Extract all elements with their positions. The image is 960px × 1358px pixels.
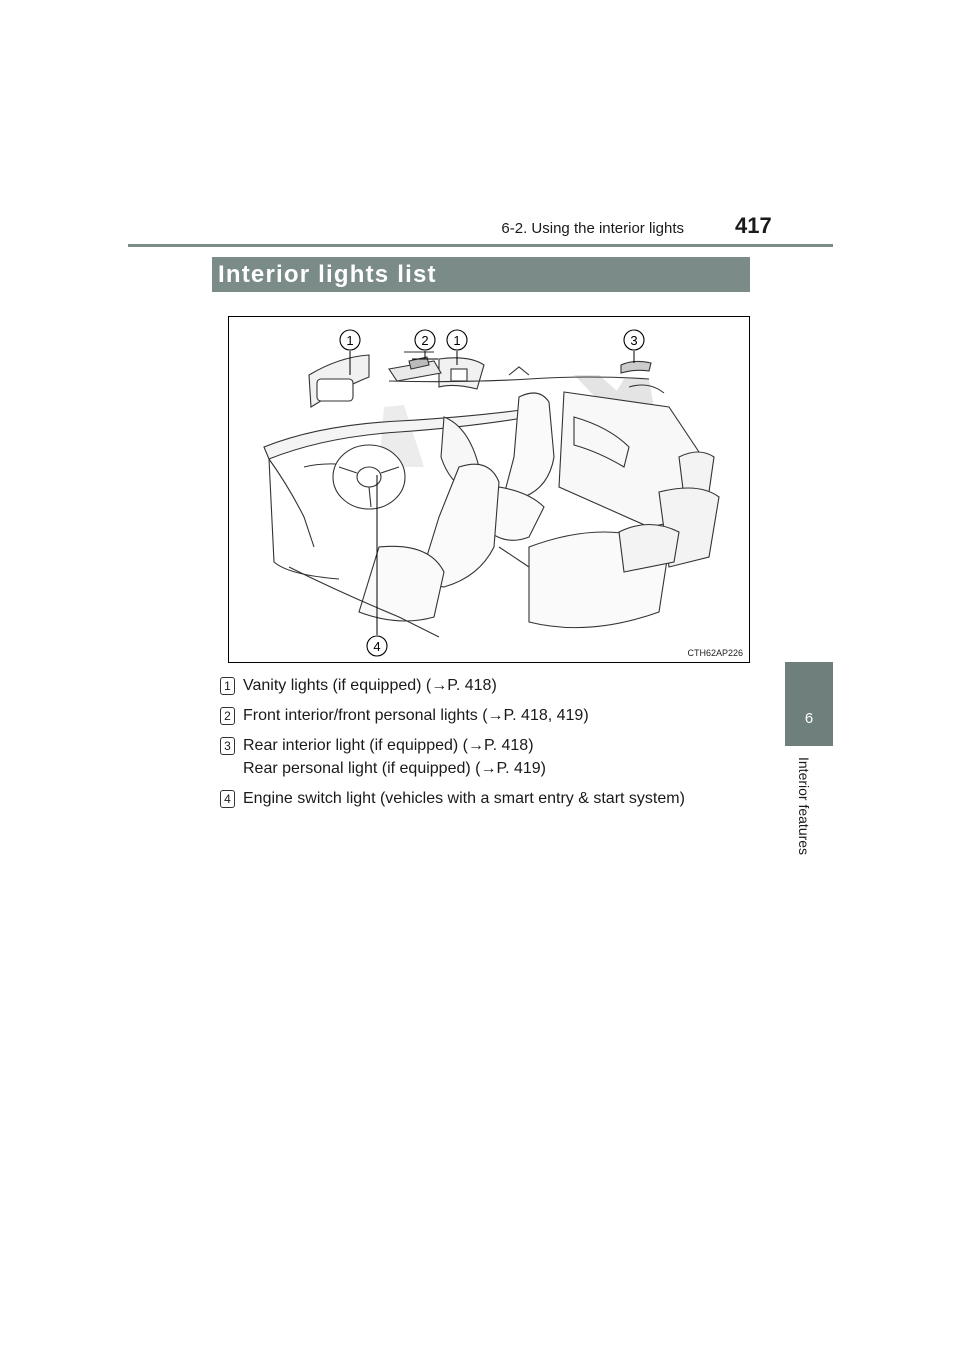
legend-list [220,674,740,817]
page-number: 417 [735,213,772,238]
chapter-tab [785,662,833,746]
legend-item [220,674,740,697]
legend-text: Vanity lights (if equipped) (→P. 418) [243,677,497,694]
legend-item [220,787,740,810]
section-heading-bar [212,257,750,292]
legend-number-badge: 2 [220,707,235,725]
figure-code: CTH62AP226 [687,648,743,658]
section-title: Interior lights list [218,261,437,288]
callout-label: 1 [346,333,354,348]
legend-number-badge: 3 [220,737,235,755]
chapter-title: Interior features [796,757,812,856]
legend-text: Rear interior light (if equipped) (→P. 418) [243,737,534,754]
legend-item [220,704,740,727]
legend-text: Front interior/front personal lights (→P. 418, 419) [243,707,589,724]
legend-number-badge: 4 [220,790,235,808]
callout-label: 1 [453,333,461,348]
legend-text: Rear personal light (if equipped) (→P. 419) [243,760,546,777]
chapter-number: 6 [804,710,814,727]
callout-label: 4 [373,639,381,654]
car-interior-drawing [229,317,750,663]
legend-number-badge: 1 [220,677,235,695]
legend-item [220,734,740,780]
legend-text: Engine switch light (vehicles with a smart entry & start system) [243,790,685,807]
header-section-title: 6-2. Using the interior lights [501,220,684,237]
callout-label: 2 [421,333,429,348]
interior-illustration [228,316,750,663]
header-divider [128,244,833,247]
callout-label: 3 [630,333,638,348]
